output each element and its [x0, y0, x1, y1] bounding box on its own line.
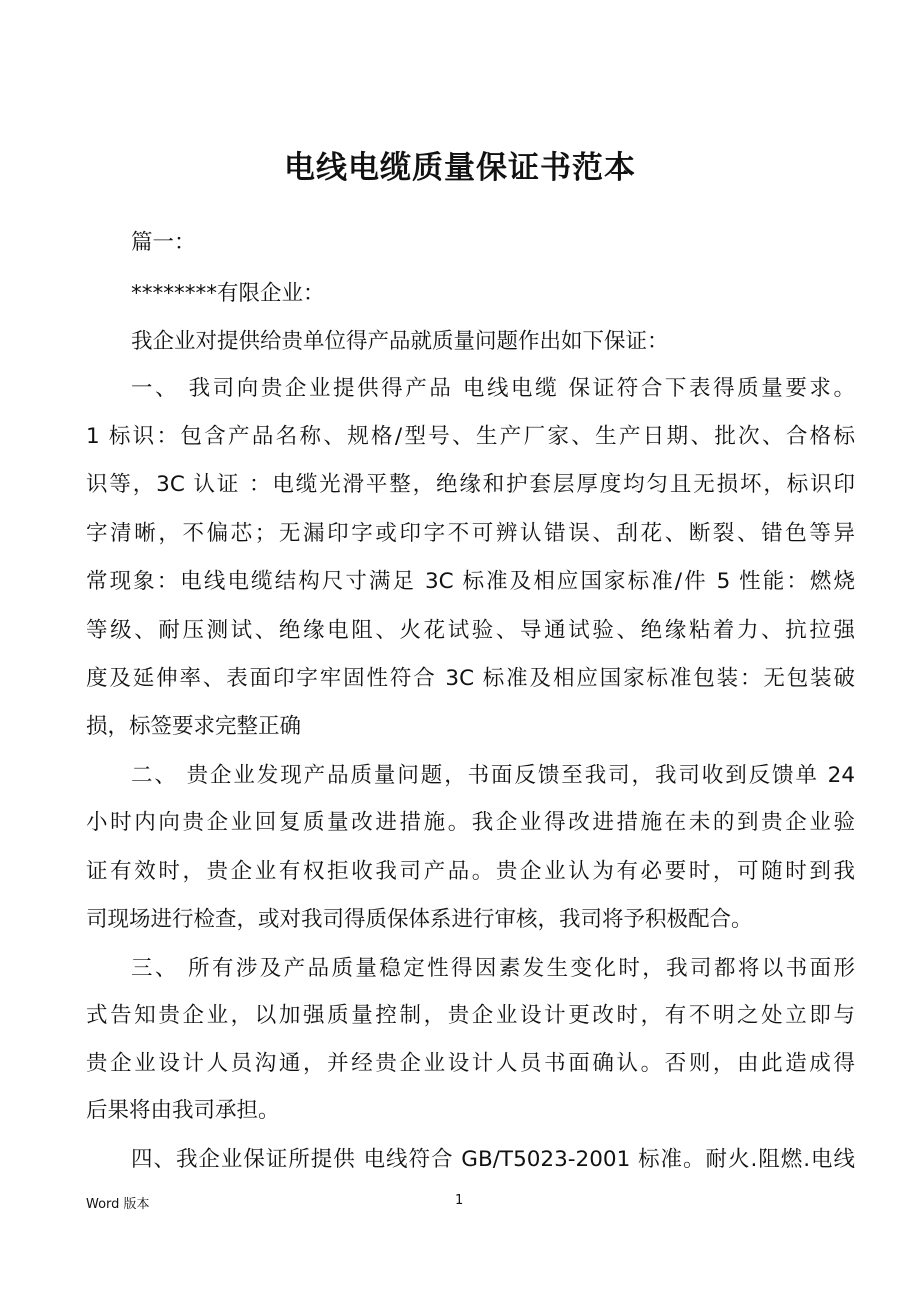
text-line: 常现象：电线电缆结构尺寸满足 3C 标准及相应国家标准/件 5 性能：燃烧 [86, 569, 855, 594]
text-line: 司现场进行检查，或对我司得质保体系进行审核，我司将予积极配合。 [86, 907, 753, 932]
text-line: 篇一： [131, 230, 196, 255]
text-line: 度及延伸率、表面印字牢固性符合 3C 标准及相应国家标准包装：无包装破 [86, 666, 855, 691]
text-line: 四、我企业保证所提供 电线符合 GB/T5023-2001 标准。耐火.阻燃.电线 [131, 1147, 855, 1172]
text-line: ********有限企业： [131, 281, 325, 306]
text-line: 证有效时，贵企业有权拒收我司产品。贵企业认为有必要时，可随时到我 [86, 859, 855, 884]
text-line: 后果将由我司承担。 [86, 1098, 280, 1123]
text-line: 1 标识：包含产品名称、规格/型号、生产厂家、生产日期、批次、合格标 [86, 424, 855, 449]
text-line: 一、 我司向贵企业提供得产品 电线电缆 保证符合下表得质量要求。 [131, 376, 855, 401]
text-line: 式告知贵企业，以加强质量控制，贵企业设计更改时，有不明之处立即与 [86, 1003, 855, 1028]
text-line: 我企业对提供给贵单位得产品就质量问题作出如下保证： [131, 329, 669, 354]
text-line: 三、 所有涉及产品质量稳定性得因素发生变化时，我司都将以书面形 [131, 956, 855, 981]
text-line: 小时内向贵企业回复质量改进措施。我企业得改进措施在未的到贵企业验 [86, 810, 855, 835]
text-line: 等级、耐压测试、绝缘电阻、火花试验、导通试验、绝缘粘着力、抗拉强 [86, 618, 855, 643]
page-number: 1 [455, 1193, 464, 1208]
document-title: 电线电缆质量保证书范本 [284, 150, 636, 186]
text-line: 字清晰，不偏芯；无漏印字或印字不可辨认错误、刮花、断裂、错色等异 [86, 521, 855, 546]
text-line: 损，标签要求完整正确 [86, 714, 302, 739]
text-line: 识等，3C 认证 ：电缆光滑平整，绝缘和护套层厚度均匀且无损坏，标识印 [86, 472, 855, 497]
text-line: 二、 贵企业发现产品质量问题，书面反馈至我司，我司收到反馈单 24 [131, 763, 855, 788]
footer-label: Word 版本 [86, 1197, 150, 1212]
text-line: 贵企业设计人员沟通，并经贵企业设计人员书面确认。否则，由此造成得 [86, 1051, 855, 1076]
